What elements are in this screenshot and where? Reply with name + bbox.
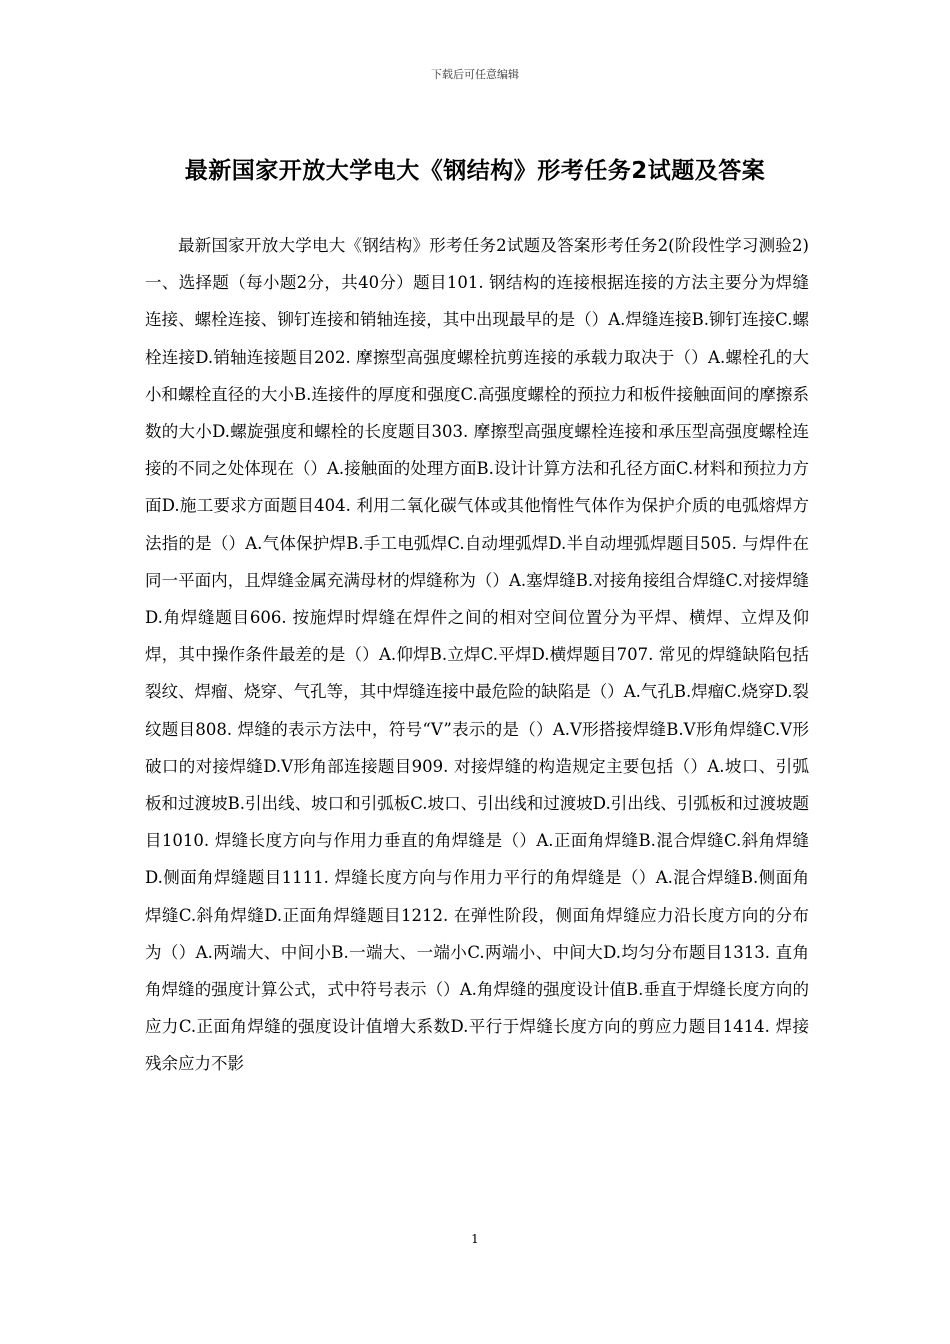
document-body: 最新国家开放大学电大《钢结构》形考任务2试题及答案形考任务2(阶段性学习测验2)一、选择题（每小题2分，共40分）题目101. 钢结构的连接根据连接的方法主要分为焊缝连接、螺栓连接、铆钉连接和销轴连接，其中出现最早的是（）A.焊缝连接B.铆钉连接C.螺栓连接D.销轴连接题目202. 摩擦型高强度螺栓抗剪连接的承载力取决于（）A.螺栓孔的大小和螺栓直径的大小B.连接件的厚度和强度C.高强度螺栓的预拉力和板件接触面间的摩擦系数的大小D.螺旋强度和螺栓的长度题目303. 摩擦型高强度螺栓连接和承压型高强度螺栓连接的不同之处体现在（）A.接触面的处理方面B.设计计算方法和孔径方面C.材料和预拉力方面D.施工要求方面题目404. 利用二氧化碳气体或其他惰性气体作为保护介质的电弧熔焊方法指的是（）A.气体保护焊B.手工电弧焊C.自动埋弧焊D.半自动埋弧焊题目505. 与焊件在同一平面内，且焊缝金属充满母材的焊缝称为（）A.塞焊缝B.对接角接组合焊缝C.对接焊缝D.角焊缝题目606. 按施焊时焊缝在焊件之间的相对空间位置分为平焊、横焊、立焊及仰焊，其中操作条件最差的是（）A.仰焊B.立焊C.平焊D.横焊题目707. 常见的焊缝缺陷包括裂纹、焊瘤、烧穿、气孔等，其中焊缝连接中最危险的缺陷是（）A.气孔B.焊瘤C.烧穿D.裂纹题目808. 焊缝的表示方法中，符号“V”表示的是（）A.V形搭接焊缝B.V形角焊缝C.V形破口的对接焊缝D.V形角部连接题目909. 对接焊缝的构造规定主要包括（）A.坡口、引弧板和过渡坡B.引出线、坡口和引弧板C.坡口、引出线和过渡坡D.引出线、引弧板和过渡坡题目1010. 焊缝长度方向与作用力垂直的角焊缝是（）A.正面角焊缝B.混合焊缝C.斜角焊缝D.侧面角焊缝题目1111. 焊缝长度方向与作用力平行的角焊缝是（）A.混合焊缝B.侧面角焊缝C.斜角焊缝D.正面角焊缝题目1212. 在弹性阶段，侧面角焊缝应力沿长度方向的分布为（）A.两端大、中间小B.一端大、一端小C.两端小、中间大D.均匀分布题目1313. 直角角焊缝的强度计算公式，式中符号表示（）A.角焊缝的强度设计值B.垂直于焊缝长度方向的应力C.正面角焊缝的强度设计值增大系数D.平行于焊缝长度方向的剪应力题目1414. 焊接残余应力不影 [145, 236, 809, 1074]
document-title: 最新国家开放大学电大《钢结构》形考任务2试题及答案 [184, 158, 766, 184]
header-note: 下载后可任意编辑 [431, 68, 519, 81]
page-number: 1 [471, 1232, 479, 1246]
